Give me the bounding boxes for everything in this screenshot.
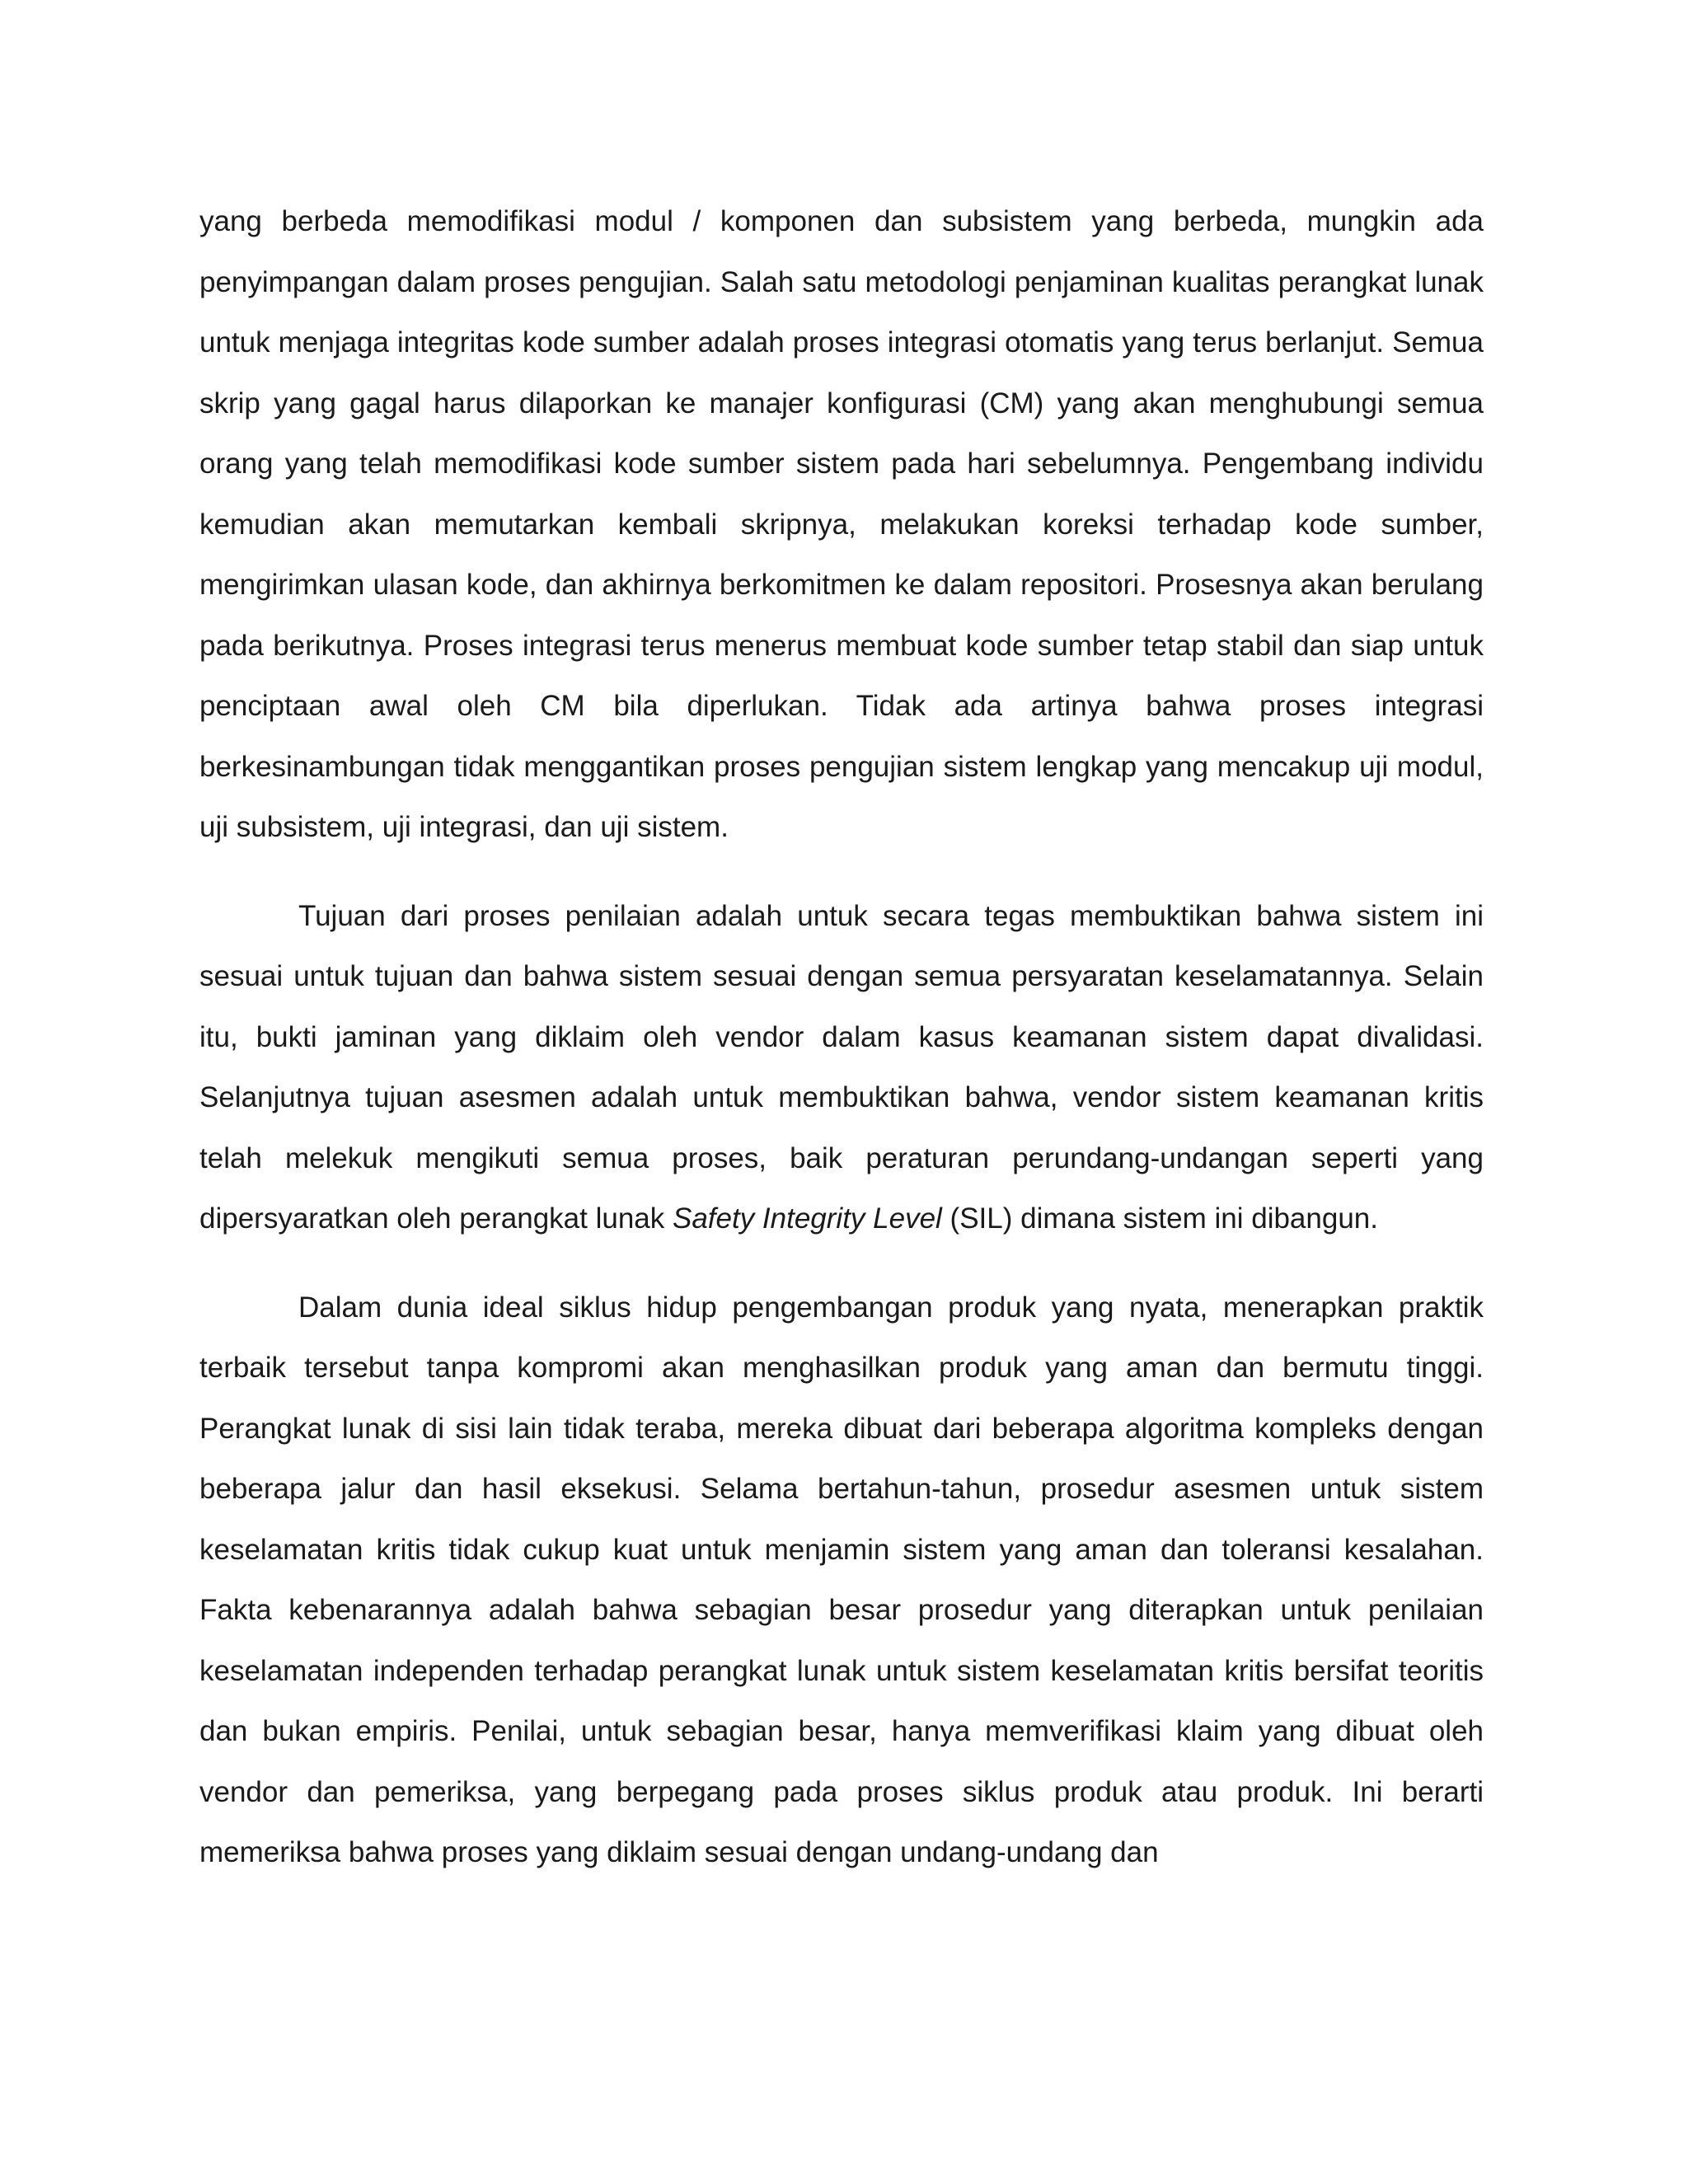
paragraph-3: Dalam dunia ideal siklus hidup pengembangan produk yang nyata, menerapkan praktik terbaik tersebut tanpa kompromi akan menghasilkan produk yang aman dan bermutu tinggi. Perangkat lunak di sisi lain tidak teraba, mereka dibuat dari beberapa algoritma kompleks dengan beberapa jalur dan hasil eksekusi. Selama bertahun-tahun, prosedur asesmen untuk sistem keselamatan kritis tidak cukup kuat untuk menjamin sistem yang aman dan toleransi kesalahan. Fakta kebenarannya adalah bahwa sebagian besar prosedur yang diterapkan untuk penilaian keselamatan independen terhadap perangkat lunak untuk sistem keselamatan kritis bersifat teoritis dan bukan empiris. Penilai, untuk sebagian besar, hanya memverifikasi klaim yang dibuat oleh vendor dan pemeriksa, yang berpegang pada proses siklus produk atau produk. Ini berarti memeriksa bahwa proses yang diklaim sesuai dengan undang-undang dan (199, 1291, 1484, 1868)
paragraph-2-text-after: (SIL) dimana sistem ini dibangun. (941, 1202, 1378, 1235)
paragraph-2-text-before: Tujuan dari proses penilaian adalah untuk secara tegas membuktikan bahwa sistem ini sesuai untuk tujuan dan bahwa sistem sesuai dengan semua persyaratan keselamatannya. Selain itu, bukti jaminan yang diklaim oleh vendor dalam kasus keamanan sistem dapat divalidasi. Selanjutnya tujuan asesmen adalah untuk membuktikan bahwa, vendor sistem keamanan kritis telah melekuk mengikuti semua proses, baik peraturan perundang-undangan seperti yang dipersyaratkan oleh perangkat lunak (199, 899, 1484, 1235)
paragraph-1: yang berbeda memodifikasi modul / komponen dan subsistem yang berbeda, mungkin ada penyimpangan dalam proses pengujian. Salah satu metodologi penjaminan kualitas perangkat lunak untuk menjaga integritas kode sumber adalah proses integrasi otomatis yang terus berlanjut. Semua skrip yang gagal harus dilaporkan ke manajer konfigurasi (CM) yang akan menghubungi semua orang yang telah memodifikasi kode sumber sistem pada hari sebelumnya. Pengembang individu kemudian akan memutarkan kembali skripnya, melakukan koreksi terhadap kode sumber, mengirimkan ulasan kode, dan akhirnya berkomitmen ke dalam repositori. Prosesnya akan berulang pada berikutnya. Proses integrasi terus menerus membuat kode sumber tetap stabil dan siap untuk penciptaan awal oleh CM bila diperlukan. Tidak ada artinya bahwa proses integrasi berkesinambungan tidak menggantikan proses pengujian sistem lengkap yang mencakup uji modul, uji subsistem, uji integrasi, dan uji sistem. (199, 205, 1484, 843)
paragraph-2-emphasis: Safety Integrity Level (672, 1202, 942, 1235)
document-body (199, 191, 1484, 1883)
paragraph-2 (199, 886, 1484, 1249)
